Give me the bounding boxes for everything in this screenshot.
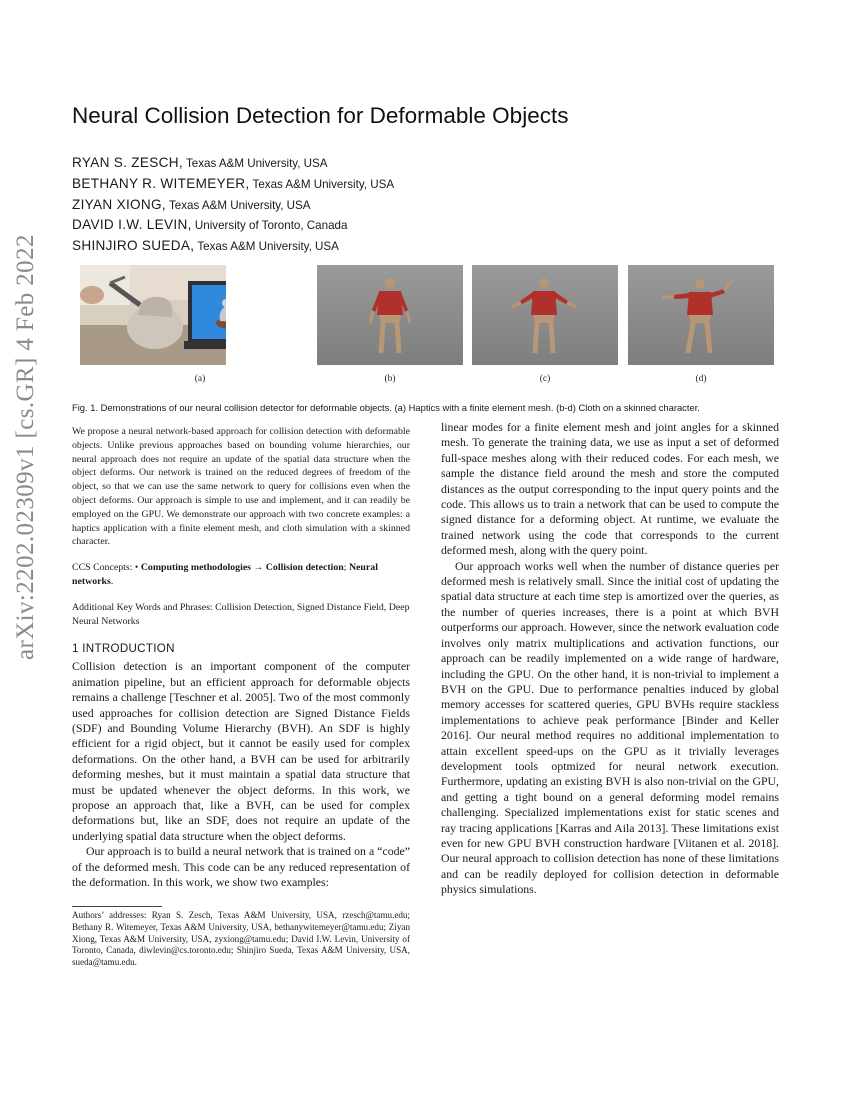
author-entry [72,215,394,236]
ccs-concept: Neural networks [72,562,378,587]
author-entry [72,153,394,174]
author-name: ZIYAN XIONG, [72,196,166,212]
section-heading-introduction: 1 INTRODUCTION [72,642,175,656]
author-affiliation: University of Toronto, Canada [191,219,348,233]
teaser-figure [80,265,774,385]
author-entry [72,236,394,257]
intro-paragraph: Collision detection is an important component of the computer animation pipeline, but an efficient approach for deformable objects remains a challenge [Teschner et al. 2005]. Two of the most commonly used approaches for collision detection are Signed Distance Fields (SDF) and Bounding Volume Hierarchy (BVH). An SDF is highly efficient for a rigid object, but it cannot be easily used for complex deformations. On the other hand, a BVH can be used for arbitrarily deforming meshes, but it must maintain a spatial data structure that must be updated whenever the object deforms. In this work, we propose an approach that, like a BVH, can be used for complex deformations but, like an SDF, does not require an update of the underlying spatial data structure when the object deforms. [72,659,410,843]
body-paragraph: Our approach works well when the number of distance queries per deformed mesh is relatively small. Since the initial cost of updating the spatial data structure at each time step is amortized over the queries, as the number of queries increases, there is a point at which BVH outperforms our approach. However, since the network evaluation code involves only matrix multiplications and activation functions, our approach can be readily implemented on a wide range of hardware, including the GPU. On the other hand, it is non-trivial to implement a BVH on the GPU. Due to performance penalties induced by global memory accesses for scattered queries, GPU BVHs require stackless implementations to achieve peak performance [Binder and Keller 2016]. Our neural method requires no additional implementation to attain excellent speed-ups on the GPU as it trivially leverages development tools optmized for neural network execution. Furthermore, updating an existing BVH is also non-trivial on the GPU, and getting a tight bound on a general deforming model remains challenging. Specialized implementations exist for static scenes and ray tracing applications [Karras and Aila 2013]. These limitations exist even for new GPU BVH construction hardware [Viitanen et al. 2018]. Our neural approach to collision detection has none of these limitations and can be readily deployed for collision detection in deformable physics simulations. [441,558,779,897]
figure-panel-label: (c) [539,374,551,384]
author-name: DAVID I.W. LEVIN, [72,217,192,233]
keywords: Additional Key Words and Phrases: Collision Detection, Signed Distance Field, Deep Neural Networks [72,601,410,627]
intro-paragraph: Our approach is to build a neural network that is trained on a “code” of the deformed mesh. This code can be any reduced representation of the deformation. In this work, we show two examples: [72,844,410,890]
figure-caption: Fig. 1. Demonstrations of our neural collision detector for deformable objects. (a) Haptics with a finite element mesh. (b-d) Cloth on a skinned character. [72,402,700,413]
footnote-divider [72,906,162,907]
figure-panel-label: (a) [194,374,206,384]
author-addresses-footnote: Authors’ addresses: Ryan S. Zesch, Texas A&M University, USA, rzesch@tamu.edu; Bethany R. Witemeyer, Texas A&M University, USA, bethanywitemeyer@tamu.edu; Ziyan Xiong, Texas A&M University, USA, zyxiong@tamu.edu; David I.W. Levin, University of Toronto, Canada, diwlevin@cs.toronto.edu; Shinjiro Sueda, Texas A&M University, USA, sueda@tamu.edu. [72,910,410,968]
author-name: BETHANY R. WITEMEYER, [72,175,250,191]
ccs-concepts [72,561,410,589]
ccs-concept: Collision detection [265,562,344,574]
figure-panel-a-haptics-photo [80,265,226,365]
author-list [72,153,394,257]
author-name: RYAN S. ZESCH, [72,155,183,170]
figure-panel-c-cloth-character [472,265,618,365]
left-column [72,425,410,890]
author-affiliation: Texas A&M University, USA [194,240,339,254]
arxiv-identifier-stamp: arXiv:2202.02309v1 [cs.GR] 4 Feb 2022 [12,234,39,660]
figure-panel-d-cloth-character [628,265,774,365]
author-entry [72,174,394,195]
ccs-concept: Computing methodologies [140,562,252,574]
figure-panel-label: (d) [695,374,707,384]
author-entry [72,195,394,216]
figure-panel-b-cloth-character [317,265,463,365]
author-affiliation: Texas A&M University, USA [249,177,395,191]
abstract: We propose a neural network-based approach for collision detection with deformable objects. Unlike previous approaches based on bounding volume hierarchies, our neural approach does not require an update of the spatial data structure when the object deforms. Our network is trained on the reduced degrees of freedom of the object, so that we can use the same network to query for collisions even when the object deforms. Our approach is simple to use and implement, and it can readily be employed on the GPU. We demonstrate our approach with two concrete examples: a haptics application with a finite element mesh, and cloth simulation with a skinned character. [72,426,410,548]
author-name: SHINJIRO SUEDA, [72,238,195,254]
figure-panel-label: (b) [384,374,396,384]
ccs-end: . [110,575,114,587]
body-paragraph: linear modes for a finite element mesh and joint angles for a skinned mesh. To generate the training data, we use as input a set of deformed full-space meshes along with their reduced codes. For each mesh, we sample the distance field around the mesh and store the computed distances as the output corresponding to the input query points and the code. This allows us to train a network that can be used to compute the signed distance for a deforming object. At runtime, we evaluate the trained network using the code that corresponds to the current deformed mesh, along with the query point. [441,420,779,558]
ccs-arrow: → [251,562,266,574]
right-column [441,420,779,898]
author-affiliation: Texas A&M University, USA [165,198,311,212]
author-affiliation: Texas A&M University, USA [182,157,328,170]
ccs-separator: ; [343,562,347,574]
paper-title: Neural Collision Detection for Deformable Objects [72,103,569,128]
ccs-prefix: CCS Concepts: • [72,562,141,574]
